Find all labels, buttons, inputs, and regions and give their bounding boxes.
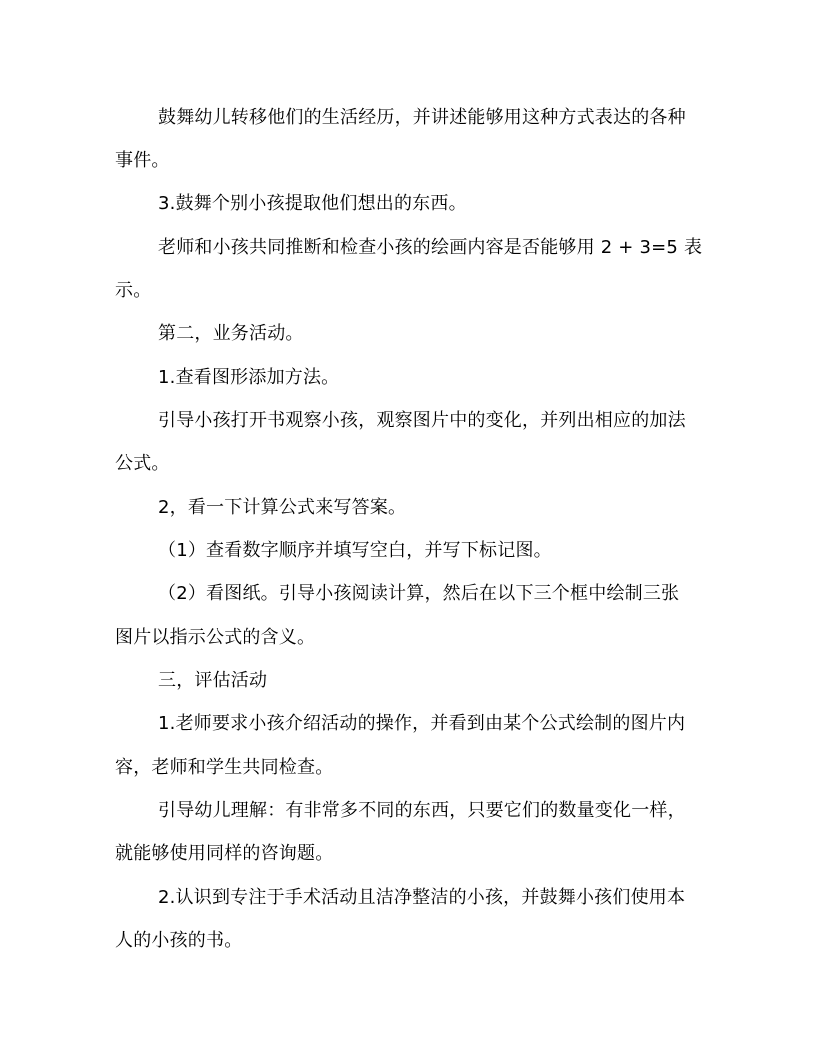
paragraph-line: 图片以指示公式的含义。 <box>115 627 316 648</box>
paragraph-line: 鼓舞幼儿转移他们的生活经历，并讲述能够用这种方式表达的各种 <box>158 107 686 128</box>
section-heading: 三，评估活动 <box>158 670 268 691</box>
paragraph-line: 容，老师和学生共同检查。 <box>115 757 334 778</box>
paragraph-line: 就能够使用同样的咨询题。 <box>115 843 334 864</box>
paragraph-line: 人的小孩的书。 <box>115 930 243 951</box>
paragraph-line: 3.鼓舞个别小孩提取他们想出的东西。 <box>158 193 467 214</box>
paragraph-line: 2，看一下计算公式来写答案。 <box>158 497 407 518</box>
paragraph-line: （1）查看数字顺序并填写空白，并写下标记图。 <box>158 540 552 561</box>
paragraph-line: 1.查看图形添加方法。 <box>158 367 340 388</box>
section-heading: 第二，业务活动。 <box>158 323 304 344</box>
paragraph-line: 公式。 <box>115 453 170 474</box>
paragraph-line: 事件。 <box>115 150 170 171</box>
paragraph-line: 示。 <box>115 280 152 301</box>
paragraph-line: 1.老师要求小孩介绍活动的操作，并看到由某个公式绘制的图片内 <box>158 713 686 734</box>
paragraph-line: （2）看图纸。引导小孩阅读计算，然后在以下三个框中绘制三张 <box>158 583 680 604</box>
paragraph-line: 老师和小孩共同推断和检查小孩的绘画内容是否能够用 2 + 3=5 表 <box>158 237 703 258</box>
paragraph-line: 2.认识到专注于手术活动且洁净整洁的小孩，并鼓舞小孩们使用本 <box>158 887 686 908</box>
paragraph-line: 引导幼儿理解：有非常多不同的东西，只要它们的数量变化一样， <box>158 800 686 821</box>
paragraph-line: 引导小孩打开书观察小孩，观察图片中的变化，并列出相应的加法 <box>158 410 686 431</box>
